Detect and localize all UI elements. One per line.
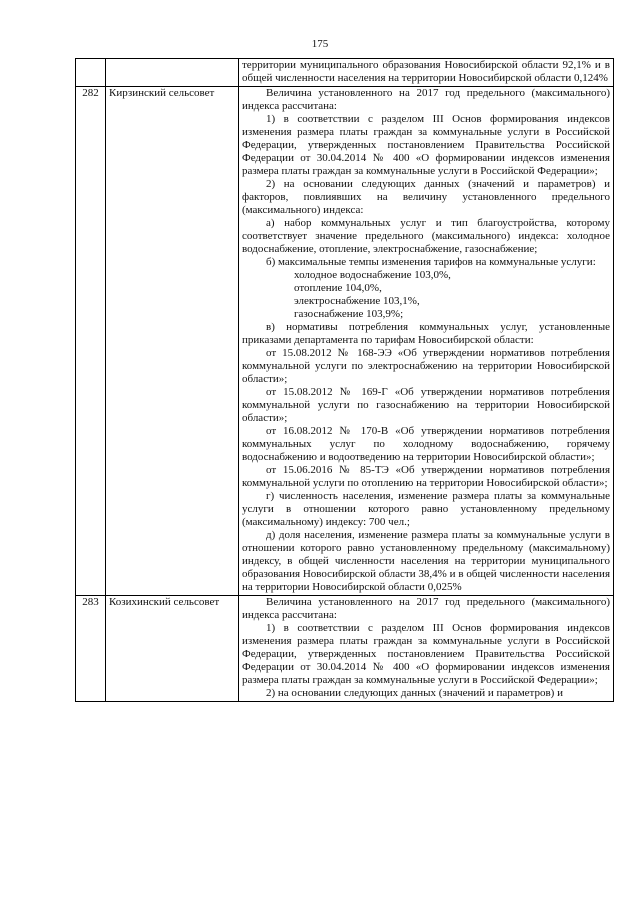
row-number: 283 [76, 596, 106, 702]
paragraph: электроснабжение 103,1%, [294, 295, 420, 307]
paragraph: 2) на основании следующих данных (значений и параметров) и факторов, повлиявших на величину установленного предельного (максимального) индекса: [242, 178, 610, 216]
paragraph: 2) на основании следующих данных (значений и параметров) и [266, 687, 563, 699]
paragraph: б) максимальные темпы изменения тарифов на коммунальные услуги: [266, 256, 596, 268]
municipality-name [106, 59, 239, 87]
table-row [76, 596, 614, 702]
paragraph: Величина установленного на 2017 год предельного (максимального) индекса рассчитана: [242, 87, 610, 112]
table-body [76, 59, 614, 702]
calculation-description [239, 87, 614, 596]
paragraph: 1) в соответствии с разделом III Основ формирования индексов изменения размера платы граждан за коммунальные услуги в Российской Федерации, утвержденных постановлением Правительства Российской Федерации от 30.04.2014 № 400 «О формировании индексов изменения размера платы граждан за коммунальные услуги в Российской Федерации»; [242, 622, 610, 686]
paragraph: г) численность населения, изменение размера платы за коммунальные услуги в отношении которого равно установленному предельному (максимальному) индексу: 700 чел.; [242, 490, 610, 528]
table-row [76, 59, 614, 87]
row-number [76, 59, 106, 87]
paragraph: холодное водоснабжение 103,0%, [294, 269, 451, 281]
page-number: 175 [311, 38, 329, 50]
municipal-index-table [75, 58, 614, 702]
paragraph: 1) в соответствии с разделом III Основ формирования индексов изменения размера платы граждан за коммунальные услуги в Российской Федерации, утвержденных постановлением Правительства Российской Федерации от 30.04.2014 № 400 «О формировании индексов изменения размера платы граждан за коммунальные услуги в Российской Федерации»; [242, 113, 610, 177]
paragraph: а) набор коммунальных услуг и тип благоустройства, которому соответствует значение предельного (максимального) индекса: холодное водоснабжение, отопление, электроснабжение, газоснабжение; [242, 217, 610, 255]
paragraph: Величина установленного на 2017 год предельного (максимального) индекса рассчитана: [242, 596, 610, 621]
calculation-description [239, 596, 614, 702]
paragraph: от 15.08.2012 № 169-Г «Об утверждении нормативов потребления коммунальной услуги по газоснабжению на территории Новосибирской области»; [242, 386, 610, 424]
paragraph: от 15.06.2016 № 85-ТЭ «Об утверждении нормативов потребления коммунальной услуги по отоплению на территории Новосибирской области»; [242, 464, 610, 489]
municipality-name: Козихинский сельсовет [106, 596, 239, 702]
row-number: 282 [76, 87, 106, 596]
paragraph: территории муниципального образования Новосибирской области 92,1% и в общей численности населения на территории Новосибирской области 0,124% [242, 59, 610, 84]
paragraph: от 15.08.2012 № 168-ЭЭ «Об утверждении нормативов потребления коммунальной услуги по электроснабжению на территории Новосибирской области»; [242, 347, 610, 385]
municipality-name: Кирзинский сельсовет [106, 87, 239, 596]
table-row [76, 87, 614, 596]
calculation-description [239, 59, 614, 87]
paragraph: от 16.08.2012 № 170-В «Об утверждении нормативов потребления коммунальных услуг по холодному водоснабжению, горячему водоснабжению и водоотведению на территории Новосибирской области»; [242, 425, 610, 463]
paragraph: д) доля населения, изменение размера платы за коммунальные услуги в отношении которого равно установленному предельному (максимальному) индексу, в общей численности населения на территории муниципального образования Новосибирской области 38,4% и в общей численности населения на территории Новосибирской области 0,025% [242, 529, 610, 593]
paragraph: газоснабжение 103,9%; [294, 308, 404, 320]
paragraph: отопление 104,0%, [294, 282, 382, 294]
paragraph: в) нормативы потребления коммунальных услуг, установленные приказами департамента по тарифам Новосибирской области: [242, 321, 610, 346]
